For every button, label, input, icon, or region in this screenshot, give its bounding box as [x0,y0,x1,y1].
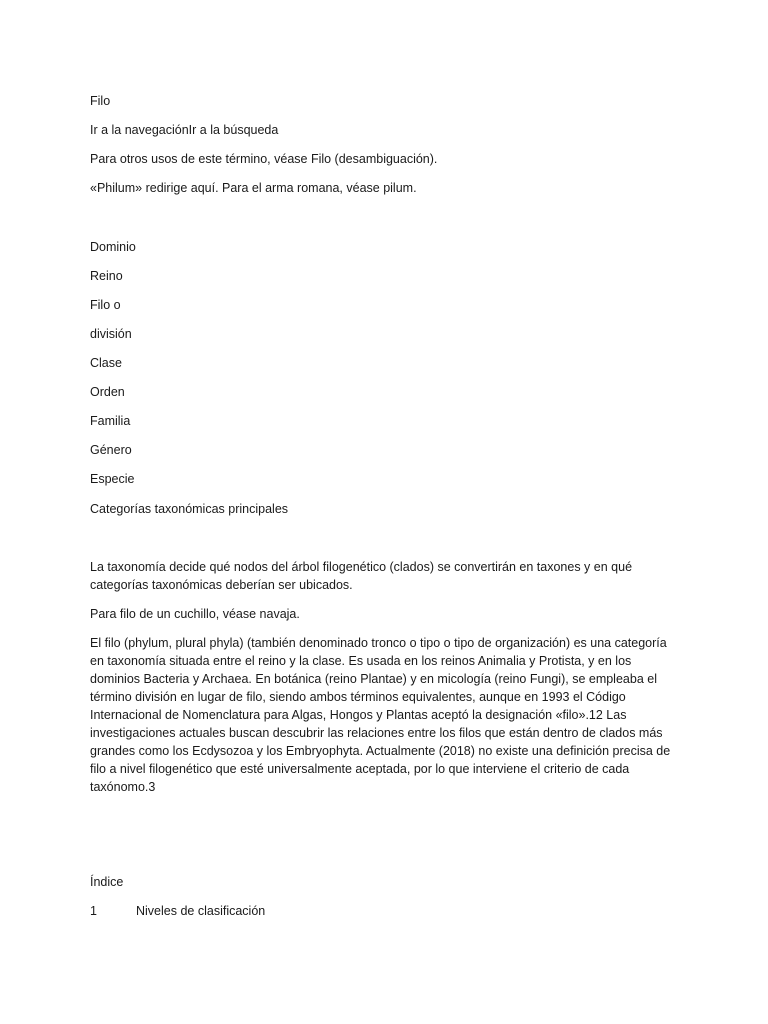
navigation-links[interactable]: Ir a la navegaciónIr a la búsqueda [90,123,279,137]
rank-item: Dominio [90,240,136,254]
definition-paragraph: El filo (phylum, plural phyla) (también denominado tronco o tipo o tipo de organización) es una categoría en taxonomía situada entre el reino y la clase. Es usada en los reinos Animalia y Protista, y en los dominios Bacteria y Archaea. En botánica (reino Plantae) y en micología (reino Fungi), se empleaba el término división en lugar de filo, siendo ambos términos equivalentes, aunque en 1993 el Código Internacional de Nomenclatura para Algas, Hongos y Plantas aceptó la designación «filo».12 Las investigaciones actuales buscan descubrir las relaciones entre los filos que están dentro de clados más grandes como los Ecdysozoa y los Embryophyta. Actualmente (2018) no existe una definición precisa de filo a nivel filogenético que esté universalmente aceptada, por lo que interviene el criterio de cada taxónomo.3 [90,636,671,794]
rank-item: Especie [90,472,135,486]
rank-item: Género [90,443,132,457]
index-item-label[interactable]: Niveles de clasificación [136,904,266,918]
rank-item: Familia [90,414,131,428]
intro-paragraph: La taxonomía decide qué nodos del árbol filogenético (clados) se convertirán en taxones y en qué categorías taxonómicas deberían ser ubicados. [90,560,633,592]
page-title: Filo [90,94,111,108]
rank-item: Clase [90,356,122,370]
rank-item: división [90,327,132,341]
redirect-note: «Philum» redirige aquí. Para el arma romana, véase pilum. [90,181,417,195]
rank-item: Filo o [90,298,121,312]
disambiguation-note: Para otros usos de este término, véase Filo (desambiguación). [90,152,438,166]
taxonomy-caption: Categorías taxonómicas principales [90,502,289,516]
rank-item: Reino [90,269,123,283]
rank-item: Orden [90,385,125,399]
knife-note: Para filo de un cuchillo, véase navaja. [90,607,300,621]
index-item-number: 1 [90,904,97,918]
index-heading: Índice [90,875,124,889]
